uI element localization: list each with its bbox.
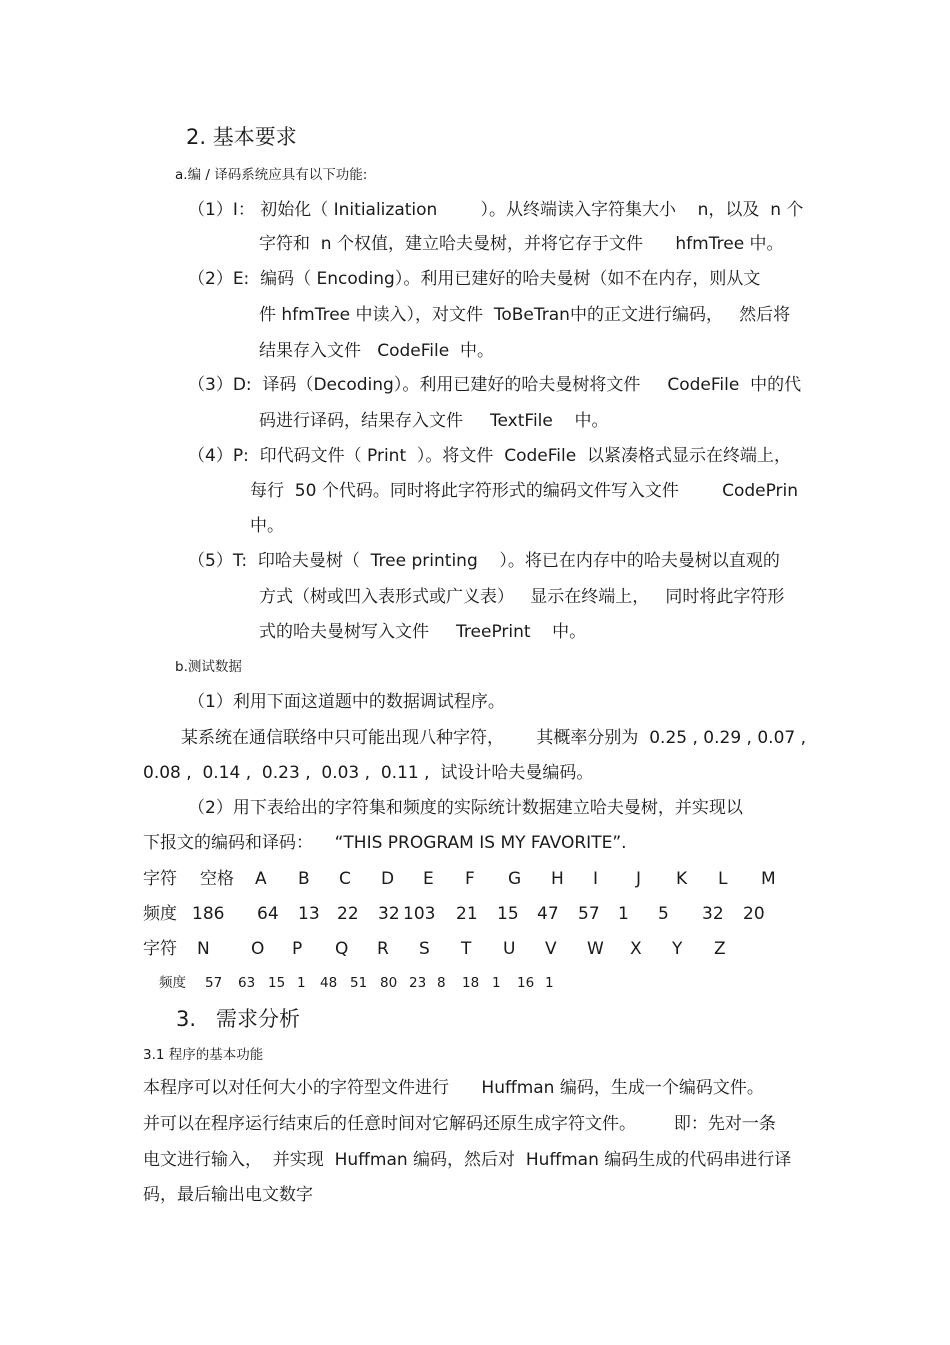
table-cell: 1	[618, 904, 629, 924]
paragraph-line: 电文进行输入， 并实现 Huffman 编码，然后对 Huffman 编码生成的代码串进行译	[143, 1150, 792, 1170]
table-cell: J	[636, 869, 642, 889]
table-cell: 32	[378, 904, 400, 924]
list-item-line: 字符和 n 个权值，建立哈夫曼树，并将它存于文件 hfmTree 中。	[259, 234, 784, 254]
paragraph-line: 下报文的编码和译码： “THIS PROGRAM IS MY FAVORITE”.	[143, 833, 627, 853]
table-row-label: 字符	[143, 939, 177, 959]
table-cell: H	[551, 869, 564, 889]
table-cell: 1	[297, 975, 306, 991]
table-cell: 48	[320, 975, 338, 991]
table-row-label: 频度	[159, 975, 186, 991]
list-item-line: 件 hfmTree 中读入），对文件 ToBeTran中的正文进行编码， 然后将	[259, 305, 791, 325]
paragraph-line: （1）利用下面这道题中的数据调试程序。	[188, 692, 505, 712]
paragraph-line: 码，最后输出电文数字	[143, 1185, 313, 1205]
table-cell: 47	[537, 904, 559, 924]
table-cell: N	[197, 939, 210, 959]
table-cell: 16	[517, 975, 535, 991]
table-cell: D	[381, 869, 395, 889]
table-cell: B	[298, 869, 310, 889]
list-item-line: （5）T: 印哈夫曼树（ Tree printing ）。将已在内存中的哈夫曼树以直观的	[188, 551, 780, 571]
list-item-line: 每行 50 个代码。同时将此字符形式的编码文件写入文件 CodePrin	[250, 481, 799, 501]
table-cell: 57	[578, 904, 600, 924]
table-cell: K	[676, 869, 688, 889]
frequency-table-row	[0, 868, 950, 890]
table-cell: 15	[497, 904, 519, 924]
table-cell: 63	[238, 975, 256, 991]
table-cell: 20	[743, 904, 765, 924]
table-cell: 8	[437, 975, 446, 991]
table-cell: 空格	[200, 869, 234, 889]
table-cell: 186	[192, 904, 225, 924]
list-item-line: 码进行译码，结果存入文件 TextFile 中。	[259, 411, 609, 431]
table-cell: 51	[350, 975, 368, 991]
table-cell: 13	[298, 904, 320, 924]
table-cell: 32	[702, 904, 724, 924]
table-cell: G	[508, 869, 522, 889]
table-cell: V	[545, 939, 557, 959]
section-heading: 2. 基本要求	[186, 125, 297, 149]
subsection-label: 3.1 程序的基本功能	[143, 1047, 264, 1063]
table-cell: 5	[658, 904, 669, 924]
list-item-line: 中。	[250, 516, 284, 536]
subsection-label: a.编 / 译码系统应具有以下功能:	[175, 167, 368, 183]
paragraph-line: 并可以在程序运行结束后的任意时间对它解码还原生成字符文件。 即：先对一条	[143, 1114, 776, 1134]
table-cell: 1	[492, 975, 501, 991]
table-cell: 80	[380, 975, 398, 991]
table-cell: T	[461, 939, 472, 959]
table-row-label: 字符	[143, 869, 177, 889]
frequency-table-row	[0, 938, 950, 960]
table-cell: 23	[409, 975, 427, 991]
table-cell: M	[761, 869, 776, 889]
list-item-line: （4）P: 印代码文件（ Print ）。将文件 CodeFile 以紧凑格式显示在终端上，	[188, 446, 792, 466]
table-row-label: 频度	[143, 904, 177, 924]
table-cell: Q	[335, 939, 349, 959]
table-cell: R	[377, 939, 389, 959]
frequency-table-row	[0, 974, 950, 992]
list-item-line: （2）E: 编码（ Encoding）。利用已建好的哈夫曼树（如不在内存，则从文	[188, 269, 761, 289]
section-heading: 3. 需求分析	[176, 1007, 301, 1031]
table-cell: F	[465, 869, 475, 889]
table-cell: 64	[257, 904, 279, 924]
list-item-line: 方式（树或凹入表形式或广义表） 显示在终端上， 同时将此字符形	[259, 587, 785, 607]
table-cell: X	[630, 939, 642, 959]
list-item-line: （1）I： 初始化（ Initialization ）。从终端读入字符集大小 n，以及 n 个	[188, 200, 804, 220]
table-cell: P	[292, 939, 303, 959]
table-cell: S	[419, 939, 430, 959]
table-cell: Z	[714, 939, 726, 959]
list-item-line: 结果存入文件 CodeFile 中。	[259, 341, 494, 361]
table-cell: 15	[268, 975, 286, 991]
list-item-line: （3）D: 译码（Decoding）。利用已建好的哈夫曼树将文件 CodeFile 中的代	[188, 375, 802, 395]
table-cell: 21	[456, 904, 478, 924]
table-cell: O	[251, 939, 265, 959]
table-cell: Y	[672, 939, 683, 959]
frequency-table-row	[0, 903, 950, 925]
table-cell: I	[593, 869, 599, 889]
table-cell: C	[339, 869, 351, 889]
table-cell: A	[255, 869, 267, 889]
table-cell: 1	[545, 975, 554, 991]
table-cell: L	[718, 869, 728, 889]
list-item-line: 式的哈夫曼树写入文件 TreePrint 中。	[259, 622, 587, 642]
table-cell: 103	[403, 904, 436, 924]
paragraph-line: （2）用下表给出的字符集和频度的实际统计数据建立哈夫曼树，并实现以	[188, 798, 743, 818]
table-cell: E	[423, 869, 434, 889]
table-cell: 57	[205, 975, 223, 991]
subsection-label: b.测试数据	[175, 659, 242, 675]
paragraph-line: 0.08 , 0.14 , 0.23 , 0.03 , 0.11 , 试设计哈夫曼编码。	[143, 763, 594, 783]
paragraph-line: 某系统在通信联络中只可能出现八种字符， 其概率分别为 0.25 , 0.29 , 0.07 ,	[181, 728, 807, 748]
table-cell: W	[587, 939, 604, 959]
table-cell: 22	[337, 904, 359, 924]
table-cell: 18	[462, 975, 480, 991]
paragraph-line: 本程序可以对任何大小的字符型文件进行 Huffman 编码，生成一个编码文件。	[143, 1078, 764, 1098]
table-cell: U	[503, 939, 516, 959]
